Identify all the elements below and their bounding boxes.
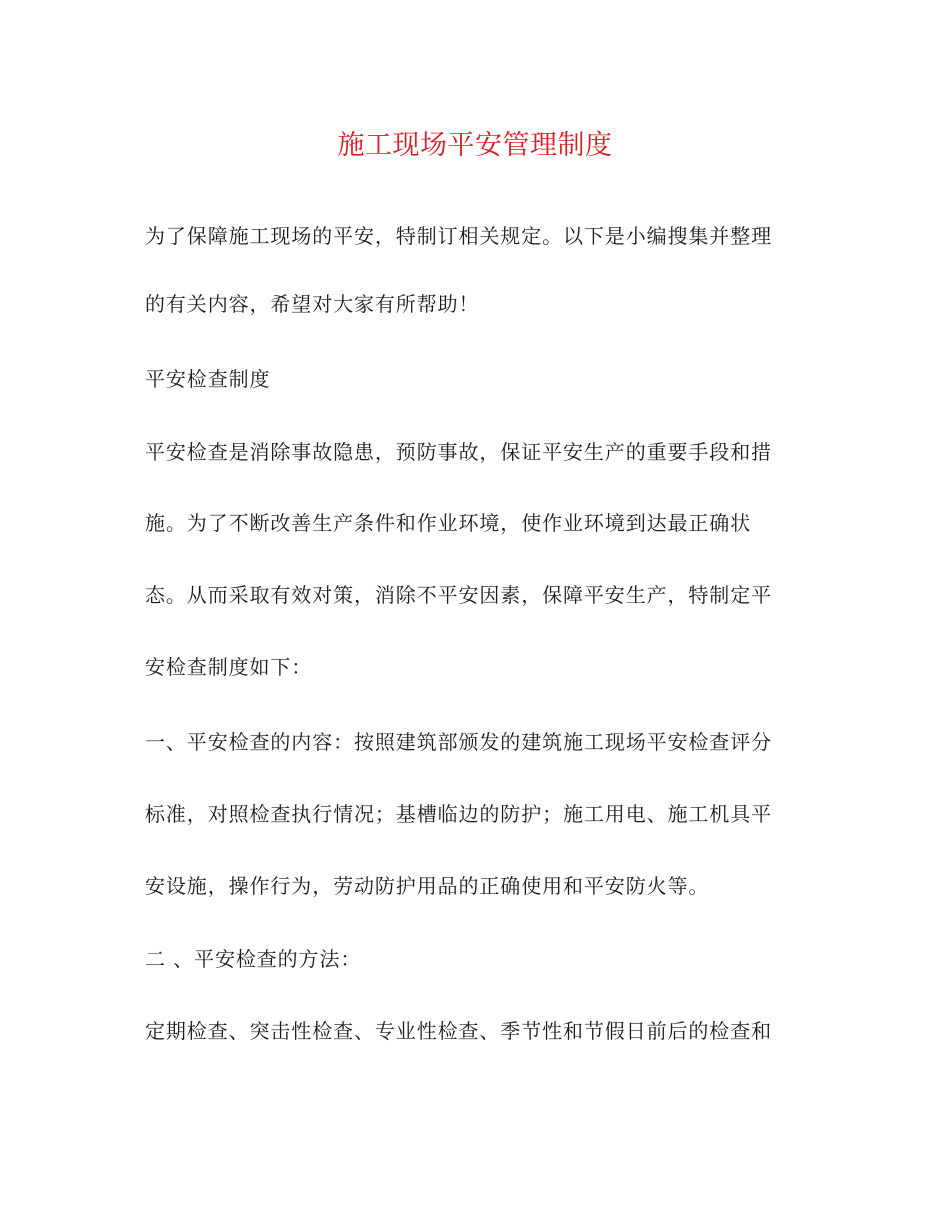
paragraph-line: 态。从而采取有效对策，消除不平安因素，保障平安生产，特制定平	[145, 583, 772, 607]
document-title: 施工现场平安管理制度	[337, 130, 613, 161]
paragraph-line: 平安检查是消除事故隐患，预防事故，保证平安生产的重要手段和措	[145, 440, 772, 464]
paragraph-line: 一、平安检查的内容：按照建筑部颁发的建筑施工现场平安检查评分	[145, 730, 772, 754]
paragraph-line: 标准，对照检查执行情况；基槽临边的防护；施工用电、施工机具平	[145, 802, 772, 826]
paragraph-line: 的有关内容，希望对大家有所帮助！	[145, 292, 480, 316]
section-heading: 平安检查制度	[145, 367, 271, 391]
paragraph-line: 安检查制度如下：	[145, 655, 313, 679]
paragraph-line: 安设施，操作行为，劳动防护用品的正确使用和平安防火等。	[145, 874, 710, 898]
paragraph-line: 为了保障施工现场的平安，特制订相关规定。以下是小编搜集并整理	[145, 224, 772, 248]
paragraph-line: 二 、平安检查的方法：	[145, 947, 362, 971]
paragraph-line: 施。为了不断改善生产条件和作业环境，使作业环境到达最正确状	[145, 511, 752, 535]
paragraph-line: 定期检查、突击性检查、专业性检查、季节性和节假日前后的检查和	[145, 1019, 772, 1043]
